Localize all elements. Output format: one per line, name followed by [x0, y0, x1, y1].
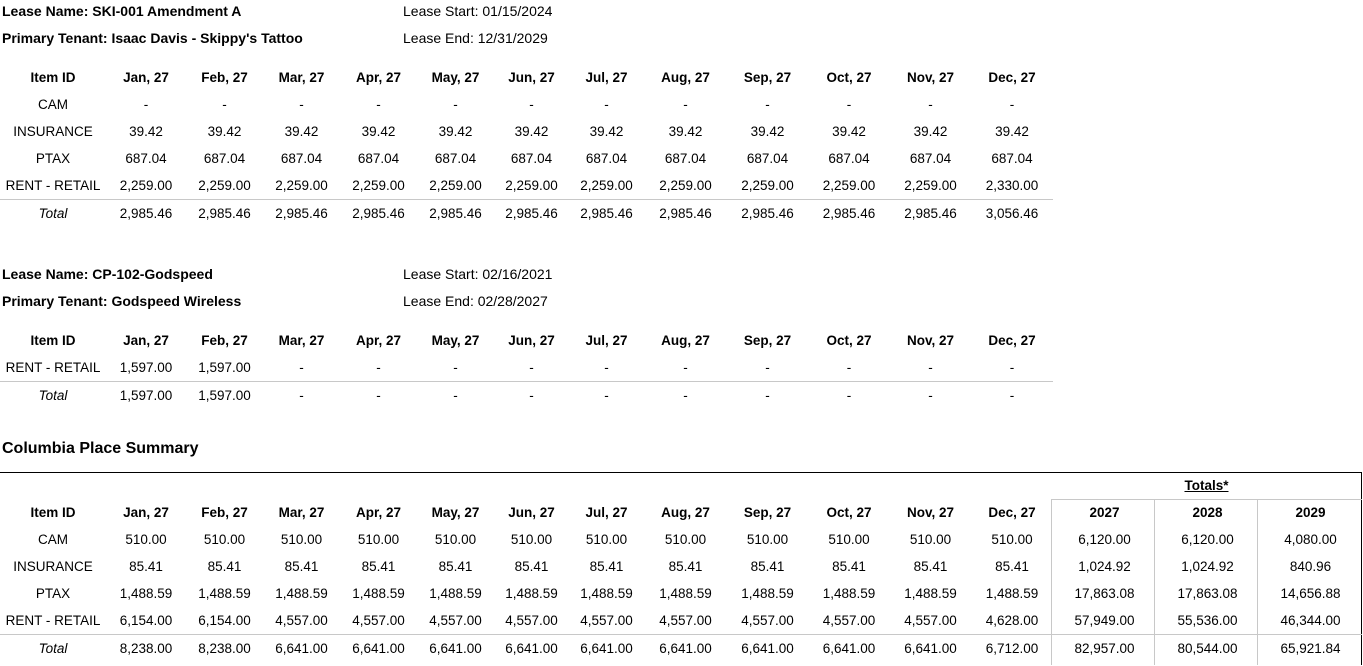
amount-cell: - — [683, 97, 688, 112]
amount-cell: 2,259.00 — [352, 178, 405, 193]
item-id-cell: INSURANCE — [13, 559, 93, 574]
amount-cell: - — [529, 360, 534, 375]
summary-title: Columbia Place Summary — [2, 440, 199, 457]
amount-cell: - — [453, 97, 458, 112]
amount-cell: - — [376, 360, 381, 375]
amount-cell: 4,557.00 — [580, 613, 633, 628]
total-cell: 6,641.00 — [494, 635, 569, 663]
month-header: Oct, 27 — [826, 333, 872, 348]
amount-cell: 2,259.00 — [822, 178, 876, 193]
total-cell: 8,238.00 — [106, 635, 186, 663]
amount-cell: - — [299, 360, 304, 375]
amount-cell: 1,488.59 — [119, 586, 173, 601]
amount-cell: 1,488.59 — [985, 586, 1039, 601]
month-header: Nov, 27 — [906, 333, 955, 348]
year-total-cell: 840.96 — [1289, 559, 1332, 574]
month-header: Feb, 27 — [201, 70, 248, 85]
year-total-cell: 55,536.00 — [1177, 613, 1238, 628]
amount-cell: 4,557.00 — [822, 613, 876, 628]
year-total-cell: 1,024.92 — [1181, 559, 1234, 574]
amount-cell: 2,259.00 — [659, 178, 712, 193]
month-header: Sep, 27 — [743, 505, 792, 520]
month-header: Jan, 27 — [123, 70, 169, 85]
total-cell: 2,985.46 — [890, 200, 971, 228]
month-header: Jan, 27 — [123, 333, 169, 348]
total-cell: 2,985.46 — [808, 200, 890, 228]
amount-cell: 510.00 — [434, 532, 477, 547]
month-header: Dec, 27 — [988, 333, 1036, 348]
total-row — [0, 635, 1362, 663]
header-row — [0, 499, 1362, 526]
amount-cell: 4,557.00 — [741, 613, 794, 628]
amount-cell: 39.42 — [589, 124, 624, 139]
amount-cell: 85.41 — [207, 559, 242, 574]
total-cell: 2,985.46 — [494, 200, 569, 228]
amount-cell: 2,259.00 — [429, 178, 482, 193]
amount-cell: 39.42 — [361, 124, 396, 139]
amount-cell: 687.04 — [434, 151, 477, 166]
month-header: Sep, 27 — [743, 70, 792, 85]
total-cell: 2,985.46 — [186, 200, 263, 228]
item-id-cell: PTAX — [35, 151, 71, 166]
amount-cell: 687.04 — [828, 151, 870, 166]
amount-cell: 687.04 — [991, 151, 1033, 166]
year-grand-total-cell: 65,921.84 — [1259, 635, 1362, 663]
year-total-cell: 1,024.92 — [1078, 559, 1131, 574]
month-header: Jun, 27 — [508, 70, 555, 85]
year-total-cell: 4,080.00 — [1284, 532, 1337, 547]
amount-cell: 1,488.59 — [429, 586, 482, 601]
item-id-cell: CAM — [38, 97, 68, 112]
amount-cell: 1,597.00 — [119, 360, 173, 375]
lease1-name-line — [2, 3, 241, 19]
amount-cell: 687.04 — [280, 151, 323, 166]
month-header: May, 27 — [431, 505, 480, 520]
year-grand-total-cell: 82,957.00 — [1053, 635, 1156, 663]
total-cell: 6,641.00 — [890, 635, 971, 663]
total-cell: 2,985.46 — [340, 200, 417, 228]
amount-cell: 1,488.59 — [904, 586, 957, 601]
amount-cell: - — [143, 97, 149, 112]
total-cell: - — [890, 382, 971, 410]
amount-cell: - — [604, 360, 609, 375]
amount-cell: - — [604, 97, 609, 112]
table-row — [0, 354, 1053, 382]
lease2-table — [0, 327, 1053, 409]
month-header: Oct, 27 — [826, 70, 872, 85]
header-row — [0, 64, 1053, 91]
amount-cell: 39.42 — [750, 124, 785, 139]
table-row — [0, 91, 1053, 118]
table-row — [0, 526, 1362, 553]
amount-cell: 1,488.59 — [659, 586, 712, 601]
amount-cell: - — [928, 97, 933, 112]
item-id-cell: CAM — [38, 532, 68, 547]
amount-cell: - — [376, 97, 381, 112]
lease2-start: Lease Start: 02/16/2021 — [403, 266, 553, 282]
amount-cell: 4,557.00 — [659, 613, 712, 628]
month-header: Jul, 27 — [585, 333, 628, 348]
amount-cell: 85.41 — [913, 559, 948, 574]
amount-cell: 510.00 — [510, 532, 553, 547]
month-header: Sep, 27 — [743, 333, 792, 348]
month-header: Jun, 27 — [508, 333, 555, 348]
amount-cell: - — [765, 97, 770, 112]
total-cell: 6,641.00 — [808, 635, 890, 663]
amount-cell: 4,557.00 — [904, 613, 957, 628]
total-cell: - — [494, 382, 569, 410]
amount-cell: 39.42 — [438, 124, 473, 139]
table-row — [0, 172, 1053, 200]
year-grand-total-cell: 80,544.00 — [1156, 635, 1259, 663]
amount-cell: 2,259.00 — [580, 178, 633, 193]
total-cell: 2,985.46 — [417, 200, 494, 228]
total-cell: 1,597.00 — [106, 382, 186, 410]
amount-cell: 1,597.00 — [198, 360, 251, 375]
total-cell: 8,238.00 — [186, 635, 263, 663]
total-cell: - — [971, 382, 1053, 410]
lease2-tenant-label: Primary Tenant: — [2, 293, 108, 309]
month-header: Nov, 27 — [906, 505, 955, 520]
amount-cell: 85.41 — [514, 559, 549, 574]
total-cell: 6,641.00 — [417, 635, 494, 663]
total-cell: 1,597.00 — [186, 382, 263, 410]
total-cell: 2,985.46 — [106, 200, 186, 228]
item-id-cell: PTAX — [35, 586, 71, 601]
table-row — [0, 607, 1362, 635]
total-label: Total — [0, 382, 106, 410]
amount-cell: 687.04 — [203, 151, 246, 166]
total-cell: 2,985.46 — [727, 200, 808, 228]
year-total-cell: 17,863.08 — [1177, 586, 1238, 601]
month-header: May, 27 — [431, 70, 480, 85]
month-header: Dec, 27 — [988, 70, 1036, 85]
amount-cell: 687.04 — [664, 151, 707, 166]
year-total-cell: 57,949.00 — [1074, 613, 1135, 628]
amount-cell: 1,488.59 — [822, 586, 876, 601]
lease1-end: Lease End: 12/31/2029 — [403, 30, 548, 46]
amount-cell: 85.41 — [995, 559, 1029, 574]
total-cell: 2,985.46 — [644, 200, 727, 228]
total-cell: 6,641.00 — [263, 635, 340, 663]
amount-cell: 510.00 — [357, 532, 400, 547]
amount-cell: 687.04 — [125, 151, 167, 166]
amount-cell: - — [222, 97, 227, 112]
month-header: Jan, 27 — [123, 505, 169, 520]
amount-cell: 6,154.00 — [119, 613, 173, 628]
amount-cell: 6,154.00 — [198, 613, 251, 628]
item-id-cell: INSURANCE — [13, 124, 93, 139]
amount-cell: 1,488.59 — [580, 586, 633, 601]
total-cell: 3,056.46 — [971, 200, 1053, 228]
amount-cell: 39.42 — [995, 124, 1029, 139]
total-label: Total — [0, 635, 106, 663]
amount-cell: 4,557.00 — [505, 613, 558, 628]
total-cell: - — [263, 382, 340, 410]
year-header: 2029 — [1295, 505, 1326, 520]
amount-cell: - — [846, 97, 852, 112]
month-header: Dec, 27 — [988, 505, 1036, 520]
total-cell: - — [340, 382, 417, 410]
lease1-tenant-label: Primary Tenant: — [2, 30, 108, 46]
month-header: Mar, 27 — [278, 333, 325, 348]
amount-cell: - — [765, 360, 770, 375]
item-id-cell: RENT - RETAIL — [5, 178, 101, 193]
amount-cell: 687.04 — [357, 151, 400, 166]
month-header: Aug, 27 — [661, 70, 710, 85]
lease2-name: CP-102-Godspeed — [92, 266, 213, 282]
amount-cell: 1,488.59 — [275, 586, 328, 601]
amount-cell: - — [453, 360, 458, 375]
month-header: Apr, 27 — [355, 505, 402, 520]
amount-cell: 1,488.59 — [505, 586, 558, 601]
amount-cell: 687.04 — [510, 151, 553, 166]
totals-heading: Totals* — [1184, 478, 1229, 493]
total-cell: - — [727, 382, 808, 410]
amount-cell: 39.42 — [514, 124, 549, 139]
amount-cell: 1,488.59 — [741, 586, 794, 601]
item-id-header: Item ID — [30, 505, 76, 520]
summary-table — [0, 499, 1362, 662]
amount-cell: 510.00 — [828, 532, 870, 547]
total-label: Total — [0, 200, 106, 228]
amount-cell: 1,488.59 — [352, 586, 405, 601]
amount-cell: 510.00 — [203, 532, 246, 547]
month-header: Apr, 27 — [355, 333, 402, 348]
lease2-name-label: Lease Name: — [2, 266, 89, 282]
amount-cell: 510.00 — [125, 532, 167, 547]
year-total-cell: 6,120.00 — [1181, 532, 1234, 547]
total-cell: - — [644, 382, 727, 410]
lease1-name-label: Lease Name: — [2, 3, 89, 19]
total-cell: 6,641.00 — [340, 635, 417, 663]
amount-cell: - — [529, 97, 534, 112]
total-cell: 6,712.00 — [971, 635, 1053, 663]
table-row — [0, 145, 1053, 172]
month-header: Feb, 27 — [201, 505, 248, 520]
lease2-name-line — [2, 266, 213, 282]
month-header: Jun, 27 — [508, 505, 555, 520]
amount-cell: 4,628.00 — [985, 613, 1039, 628]
amount-cell: 39.42 — [668, 124, 703, 139]
year-total-cell: 17,863.08 — [1074, 586, 1135, 601]
amount-cell: 2,259.00 — [119, 178, 173, 193]
month-header: Mar, 27 — [278, 70, 325, 85]
total-row — [0, 382, 1053, 410]
amount-cell: 510.00 — [280, 532, 323, 547]
lease1-tenant: Isaac Davis - Skippy's Tattoo — [111, 30, 303, 46]
amount-cell: 4,557.00 — [429, 613, 482, 628]
month-header: Feb, 27 — [201, 333, 248, 348]
lease1-tenant-line — [2, 30, 303, 46]
item-id-cell: RENT - RETAIL — [5, 360, 101, 375]
amount-cell: 510.00 — [664, 532, 707, 547]
amount-cell: 2,259.00 — [275, 178, 328, 193]
amount-cell: 39.42 — [832, 124, 866, 139]
month-header: Nov, 27 — [906, 70, 955, 85]
month-header: Aug, 27 — [661, 505, 710, 520]
amount-cell: 85.41 — [438, 559, 473, 574]
amount-cell: 510.00 — [909, 532, 952, 547]
amount-cell: 85.41 — [750, 559, 785, 574]
amount-cell: - — [928, 360, 933, 375]
total-row — [0, 200, 1053, 228]
amount-cell: 85.41 — [129, 559, 163, 574]
lease2-end: Lease End: 02/28/2027 — [403, 293, 548, 309]
amount-cell: - — [1009, 360, 1015, 375]
amount-cell: - — [1009, 97, 1015, 112]
year-total-cell: 14,656.88 — [1280, 586, 1341, 601]
amount-cell: 1,488.59 — [198, 586, 251, 601]
amount-cell: 687.04 — [585, 151, 628, 166]
amount-cell: 39.42 — [913, 124, 948, 139]
year-header: 2028 — [1192, 505, 1223, 520]
header-row — [0, 327, 1053, 354]
table-row — [0, 118, 1053, 145]
year-header: 2027 — [1089, 505, 1120, 520]
amount-cell: 510.00 — [991, 532, 1033, 547]
amount-cell: 2,259.00 — [198, 178, 251, 193]
total-cell: 6,641.00 — [569, 635, 644, 663]
amount-cell: 4,557.00 — [275, 613, 328, 628]
amount-cell: 2,259.00 — [741, 178, 794, 193]
amount-cell: 510.00 — [585, 532, 628, 547]
total-cell: - — [417, 382, 494, 410]
amount-cell: 2,330.00 — [985, 178, 1039, 193]
amount-cell: 85.41 — [832, 559, 866, 574]
total-cell: 2,985.46 — [263, 200, 340, 228]
amount-cell: 85.41 — [284, 559, 319, 574]
item-id-header: Item ID — [30, 70, 76, 85]
total-cell: 6,641.00 — [644, 635, 727, 663]
lease1-table — [0, 64, 1053, 227]
lease2-tenant: Godspeed Wireless — [111, 293, 242, 309]
lease1-name: SKI-001 Amendment A — [92, 3, 242, 19]
month-header: May, 27 — [431, 333, 480, 348]
amount-cell: 39.42 — [207, 124, 242, 139]
amount-cell: 2,259.00 — [505, 178, 558, 193]
year-total-cell: 46,344.00 — [1280, 613, 1341, 628]
amount-cell: 4,557.00 — [352, 613, 405, 628]
month-header: Jul, 27 — [585, 505, 628, 520]
amount-cell: 85.41 — [361, 559, 396, 574]
total-cell: 6,641.00 — [727, 635, 808, 663]
amount-cell: 39.42 — [284, 124, 319, 139]
item-id-header: Item ID — [30, 333, 76, 348]
month-header: Jul, 27 — [585, 70, 628, 85]
amount-cell: 85.41 — [668, 559, 703, 574]
amount-cell: 687.04 — [746, 151, 789, 166]
year-total-cell: 6,120.00 — [1078, 532, 1131, 547]
amount-cell: 687.04 — [909, 151, 952, 166]
month-header: Oct, 27 — [826, 505, 872, 520]
amount-cell: - — [846, 360, 852, 375]
total-cell: 2,985.46 — [569, 200, 644, 228]
amount-cell: 510.00 — [746, 532, 789, 547]
amount-cell: 2,259.00 — [904, 178, 957, 193]
amount-cell: - — [299, 97, 304, 112]
table-row — [0, 553, 1362, 580]
table-row — [0, 580, 1362, 607]
lease2-tenant-line — [2, 293, 241, 309]
lease1-start: Lease Start: 01/15/2024 — [403, 3, 553, 19]
total-cell: - — [808, 382, 890, 410]
month-header: Apr, 27 — [355, 70, 402, 85]
amount-cell: 39.42 — [129, 124, 163, 139]
amount-cell: - — [683, 360, 688, 375]
amount-cell: 85.41 — [589, 559, 624, 574]
total-cell: - — [569, 382, 644, 410]
item-id-cell: RENT - RETAIL — [5, 613, 101, 628]
month-header: Mar, 27 — [278, 505, 325, 520]
month-header: Aug, 27 — [661, 333, 710, 348]
